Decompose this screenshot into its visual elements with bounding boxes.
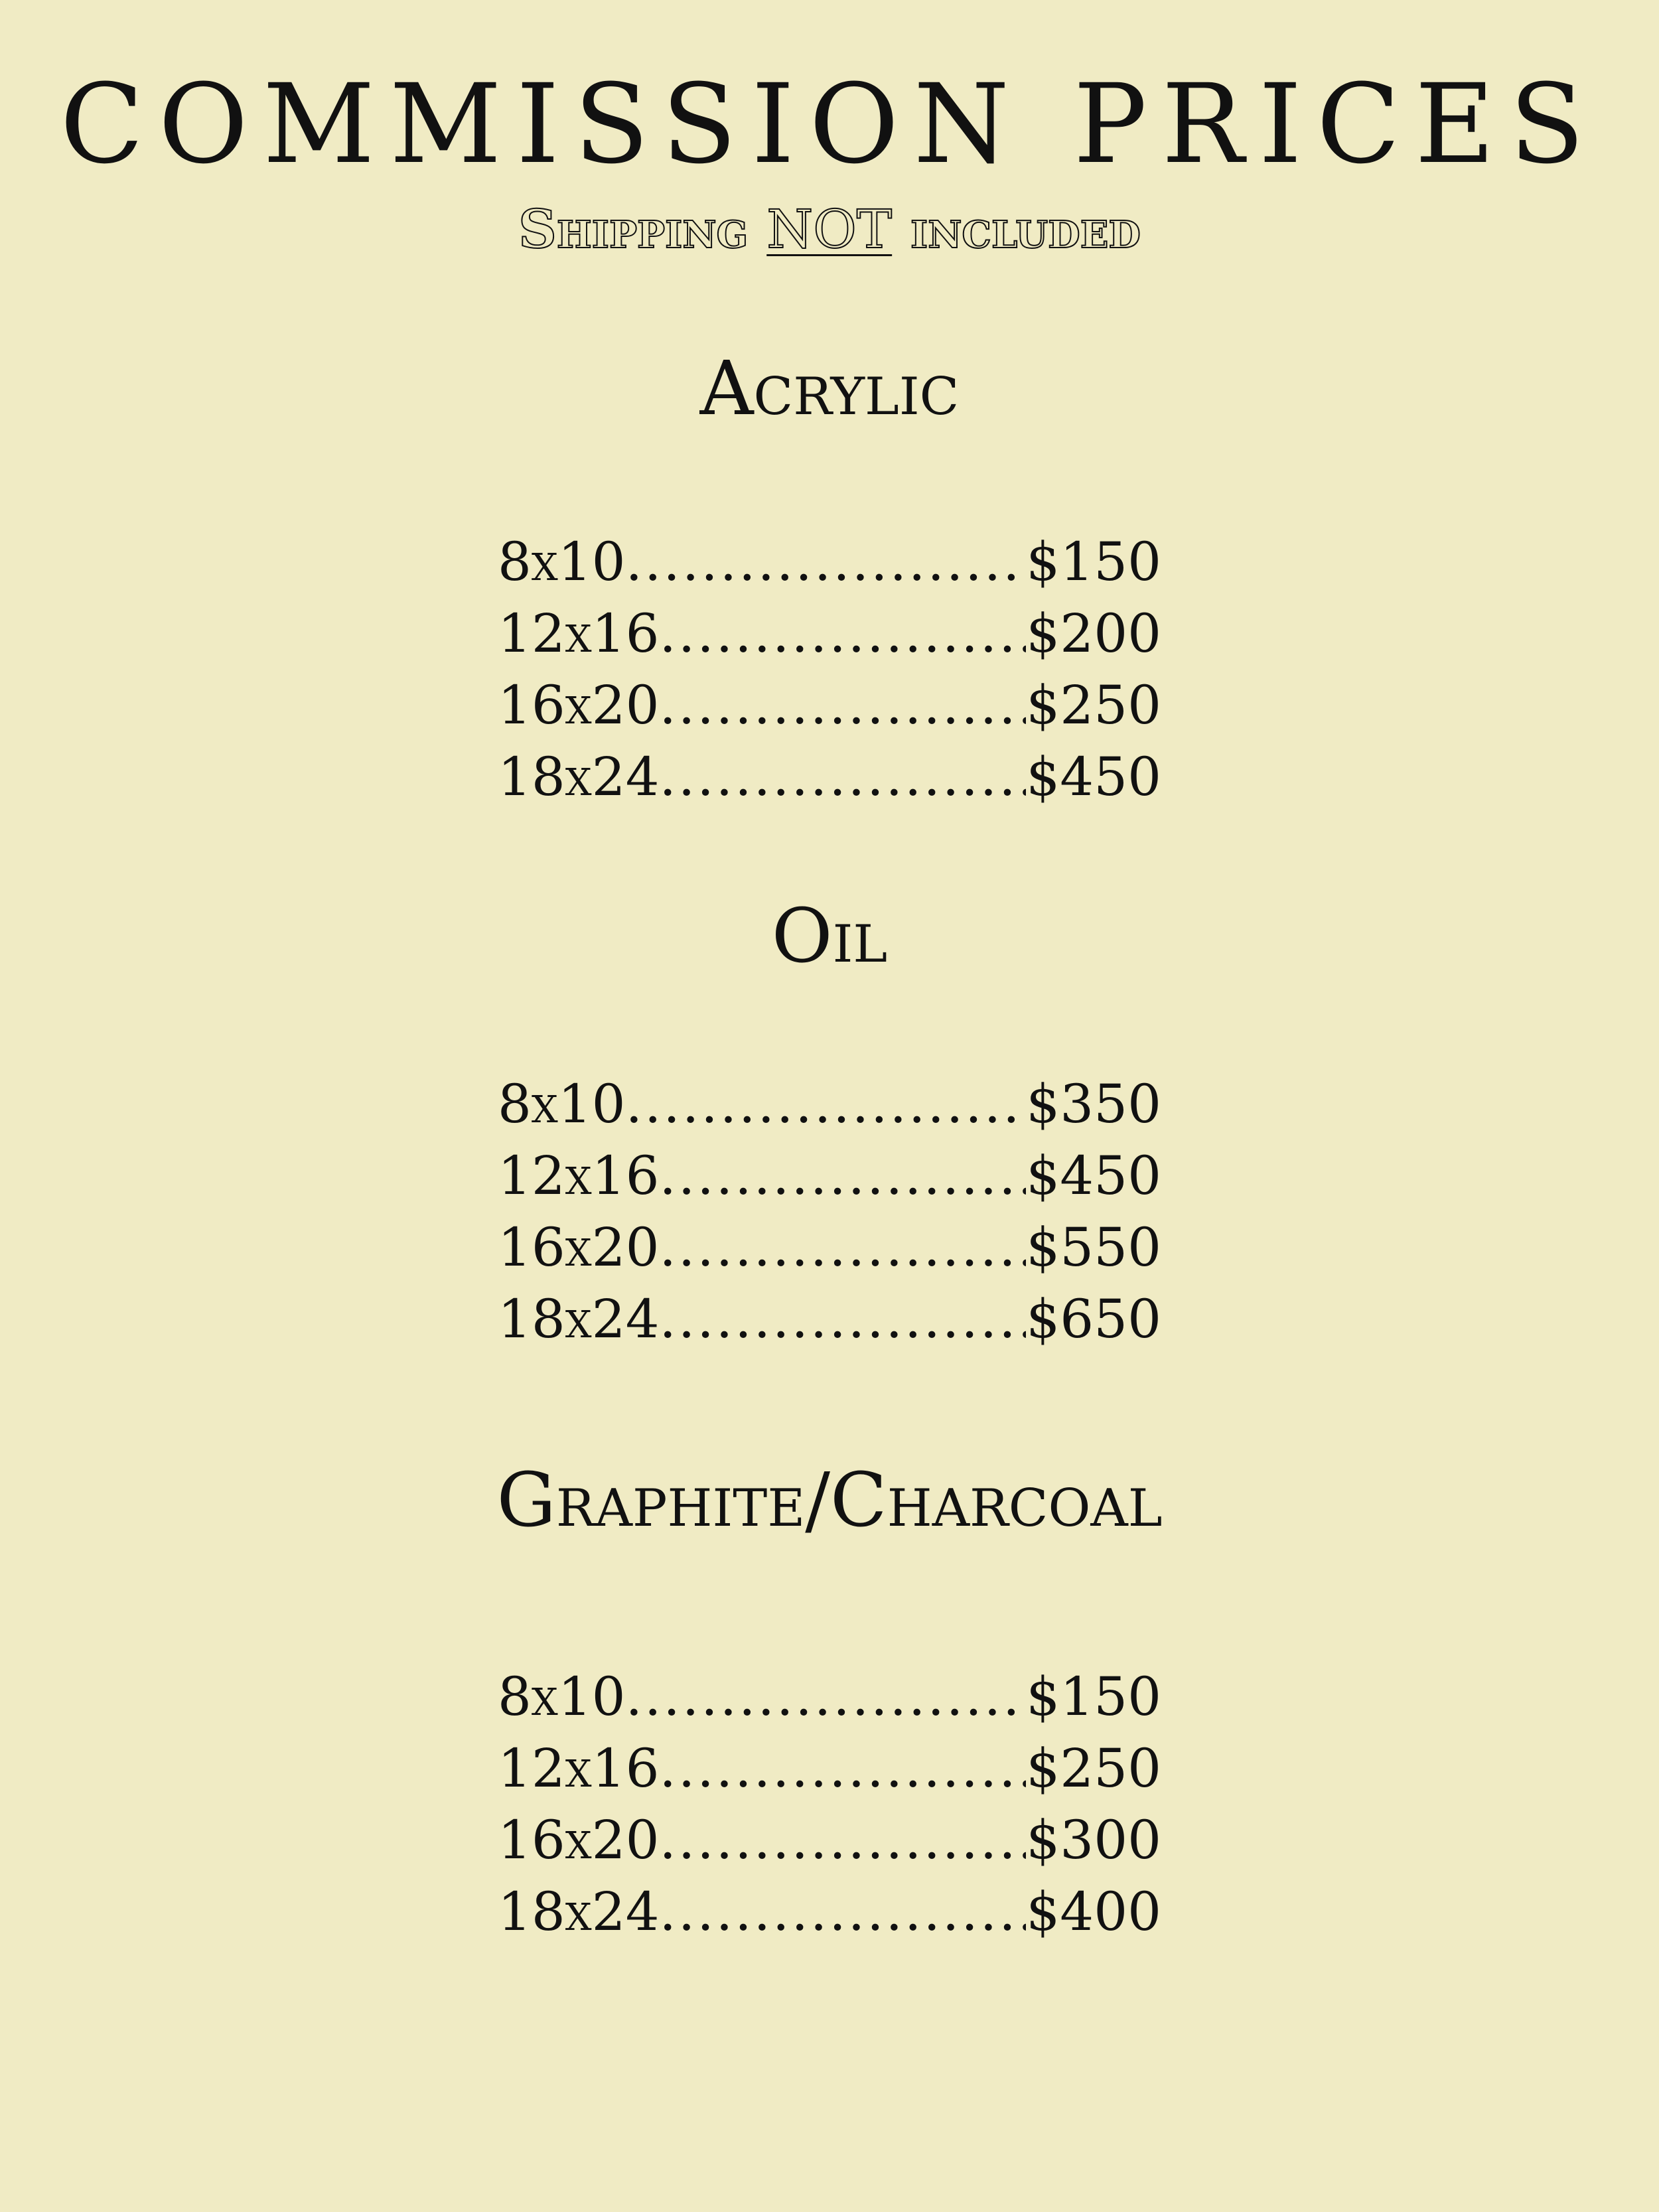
shipping-note-prefix: Shipping (518, 198, 767, 260)
price-row (498, 1733, 1161, 1805)
price-list-acrylic (498, 526, 1161, 813)
price-row (498, 1140, 1161, 1212)
section-title-acrylic: Acrylic (699, 346, 960, 432)
price-value: $350 (1026, 1073, 1161, 1135)
size-label: 16x20 (498, 1217, 660, 1278)
price-value: $200 (1026, 603, 1161, 664)
price-row (498, 1212, 1161, 1284)
price-row (498, 526, 1161, 598)
dot-leader (659, 598, 1026, 670)
shipping-note-emphasis: NOT (766, 198, 893, 260)
price-list-oil (498, 1069, 1161, 1355)
price-list-graphite-charcoal (498, 1661, 1161, 1948)
price-value: $650 (1026, 1288, 1161, 1350)
price-value: $250 (1026, 674, 1161, 736)
section-title-graphite-charcoal: Graphite/Charcoal (496, 1457, 1163, 1544)
dot-leader (659, 670, 1026, 741)
dot-leader (626, 526, 1027, 598)
size-label: 18x24 (498, 746, 660, 808)
price-row (498, 670, 1161, 741)
price-value: $150 (1026, 1666, 1161, 1728)
size-label: 18x24 (498, 1881, 660, 1943)
dot-leader (659, 1733, 1026, 1805)
size-label: 8x10 (498, 1073, 626, 1135)
price-row (498, 598, 1161, 670)
dot-leader (626, 1069, 1027, 1140)
dot-leader (659, 1876, 1026, 1948)
shipping-note (0, 198, 1659, 260)
dot-leader (659, 741, 1026, 813)
size-label: 18x24 (498, 1288, 660, 1350)
price-row (498, 1284, 1161, 1355)
size-label: 12x16 (498, 1737, 660, 1799)
price-row (498, 1805, 1161, 1876)
page-title: COMMISSION PRICES (60, 60, 1599, 188)
price-row (498, 741, 1161, 813)
price-row (498, 1661, 1161, 1733)
size-label: 8x10 (498, 531, 626, 593)
size-label: 16x20 (498, 1809, 660, 1871)
price-value: $150 (1026, 531, 1161, 593)
dot-leader (659, 1212, 1026, 1284)
size-label: 12x16 (498, 1145, 660, 1207)
price-value: $550 (1026, 1217, 1161, 1278)
price-value: $250 (1026, 1737, 1161, 1799)
dot-leader (659, 1805, 1026, 1876)
size-label: 12x16 (498, 603, 660, 664)
price-value: $450 (1026, 1145, 1161, 1207)
price-value: $400 (1026, 1881, 1161, 1943)
price-row (498, 1876, 1161, 1948)
section-title-oil: Oil (771, 893, 888, 980)
dot-leader (659, 1284, 1026, 1355)
size-label: 8x10 (498, 1666, 626, 1728)
shipping-note-suffix: included (892, 198, 1141, 260)
price-row (498, 1069, 1161, 1140)
dot-leader (626, 1661, 1027, 1733)
dot-leader (659, 1140, 1026, 1212)
price-value: $450 (1026, 746, 1161, 808)
size-label: 16x20 (498, 674, 660, 736)
price-value: $300 (1026, 1809, 1161, 1871)
